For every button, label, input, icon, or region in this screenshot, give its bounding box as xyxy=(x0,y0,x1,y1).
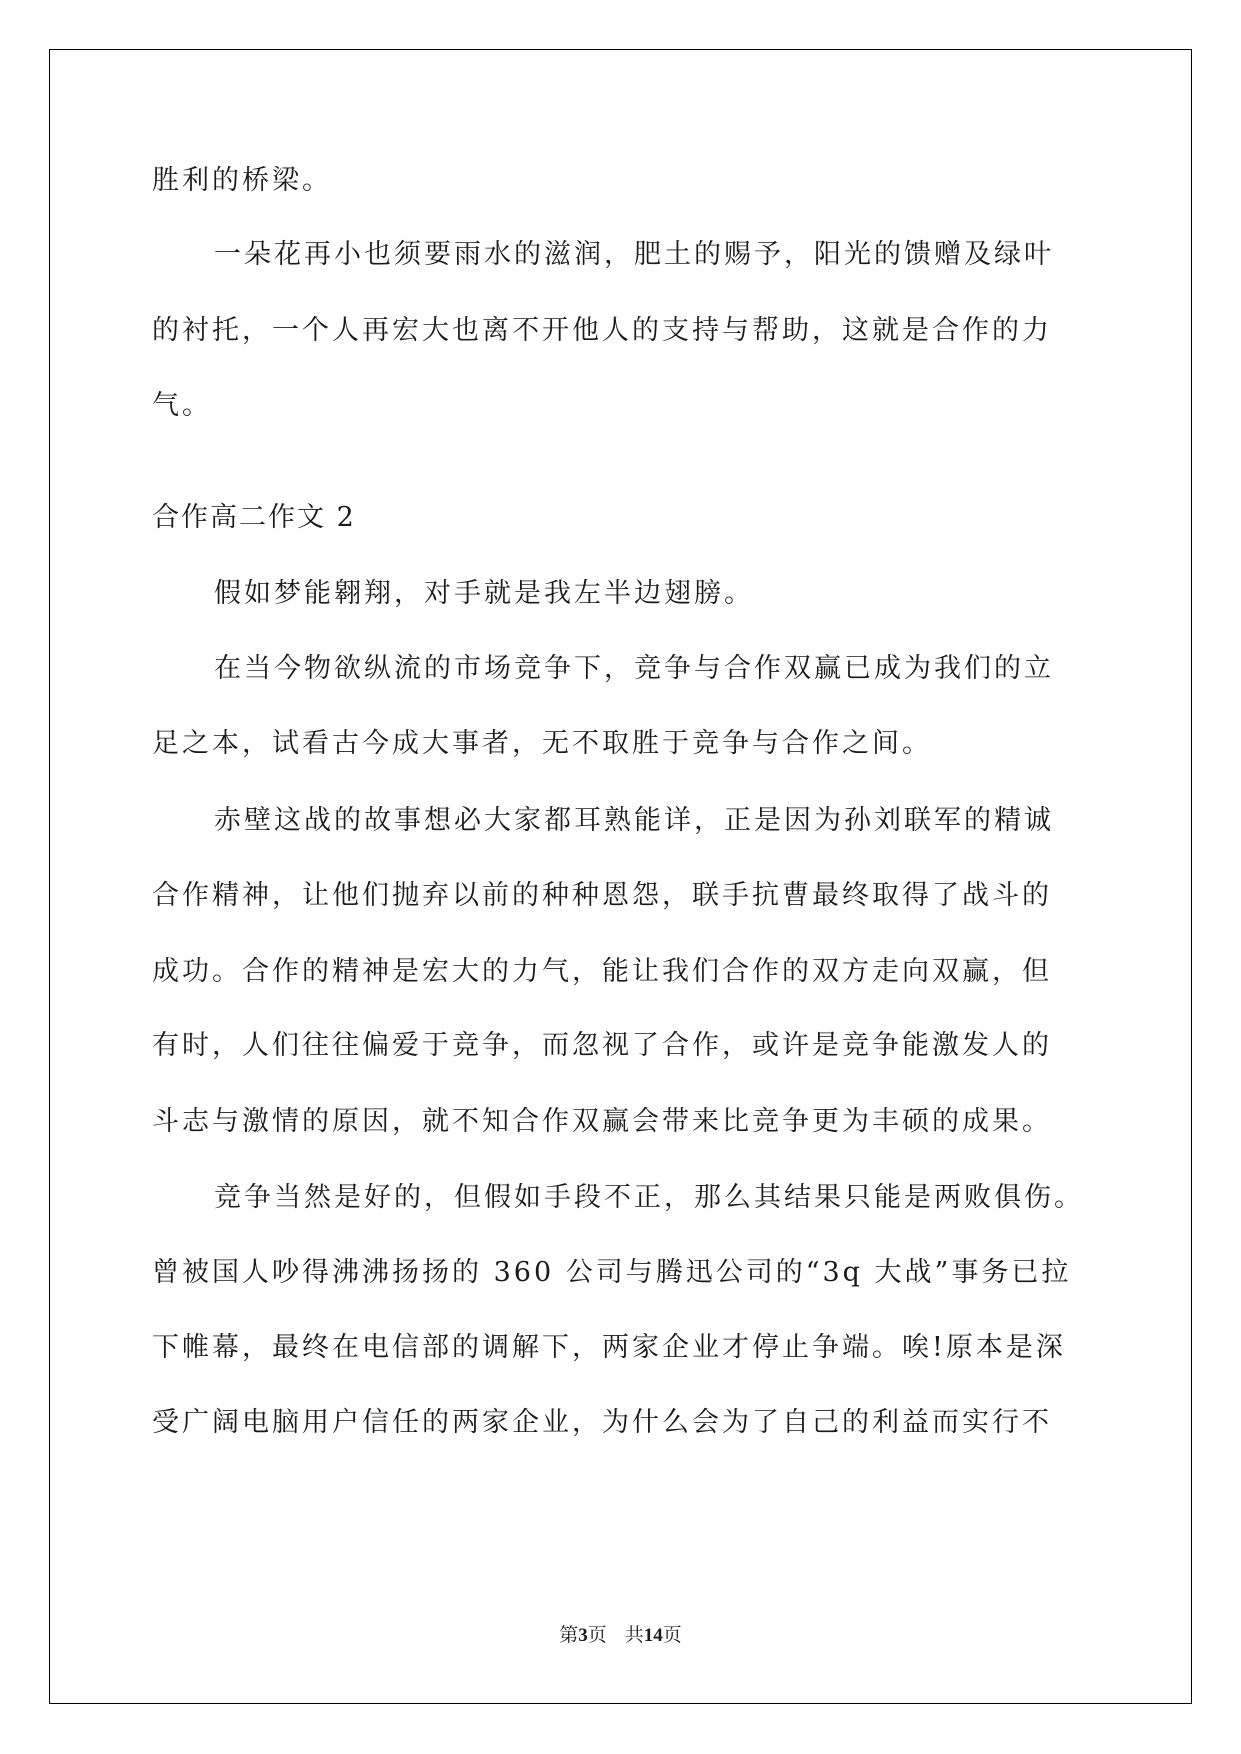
text-line: 气。 xyxy=(152,390,212,421)
total-pages: 14 xyxy=(643,1625,663,1646)
text-line: 假如梦能翱翔，对手就是我左半边翅膀。 xyxy=(214,578,754,609)
text-line: 在当今物欲纵流的市场竞争下，竞争与合作双赢已成为我们的立 xyxy=(214,653,1054,684)
page-prefix: 第 xyxy=(559,1625,579,1646)
page-suffix: 页 xyxy=(587,1625,607,1646)
text-line: 下帷幕，最终在电信部的调解下，两家企业才停止争端。唉!原本是深 xyxy=(152,1332,1066,1363)
text-line: 有时，人们往往偏爱于竞争，而忽视了合作，或许是竞争能激发人的 xyxy=(152,1030,1052,1061)
text-line: 合作精神，让他们抛弃以前的种种恩怨，联手抗曹最终取得了战斗的 xyxy=(152,880,1052,911)
text-line: 赤壁这战的故事想必大家都耳熟能详，正是因为孙刘联军的精诚 xyxy=(214,805,1054,836)
total-prefix: 共 xyxy=(624,1625,644,1646)
text-line: 成功。合作的精神是宏大的力气，能让我们合作的双方走向双赢，但 xyxy=(152,956,1052,987)
text-line: 受广阔电脑用户信任的两家企业，为什么会为了自己的利益而实行不 xyxy=(152,1407,1052,1438)
total-suffix: 页 xyxy=(662,1625,682,1646)
text-line: 斗志与激情的原因，就不知合作双赢会带来比竞争更为丰硕的成果。 xyxy=(152,1106,1052,1137)
text-line: 曾被国人吵得沸沸扬扬的 360 公司与腾迅公司的“3q 大战”事务已拉 xyxy=(152,1257,1072,1288)
page-footer xyxy=(0,1624,1241,1648)
page-border xyxy=(49,49,1192,1704)
text-line: 的衬托，一个人再宏大也离不开他人的支持与帮助，这就是合作的力 xyxy=(152,315,1052,346)
page-number: 3 xyxy=(578,1625,588,1646)
text-line: 一朵花再小也须要雨水的滋润，肥土的赐予，阳光的馈赠及绿叶 xyxy=(214,239,1054,270)
section-heading: 合作高二作文 2 xyxy=(152,502,356,533)
text-line: 竞争当然是好的，但假如手段不正，那么其结果只能是两败俱伤。 xyxy=(214,1182,1084,1213)
text-line: 胜利的桥梁。 xyxy=(152,165,332,196)
text-line: 足之本，试看古今成大事者，无不取胜于竞争与合作之间。 xyxy=(152,728,932,759)
